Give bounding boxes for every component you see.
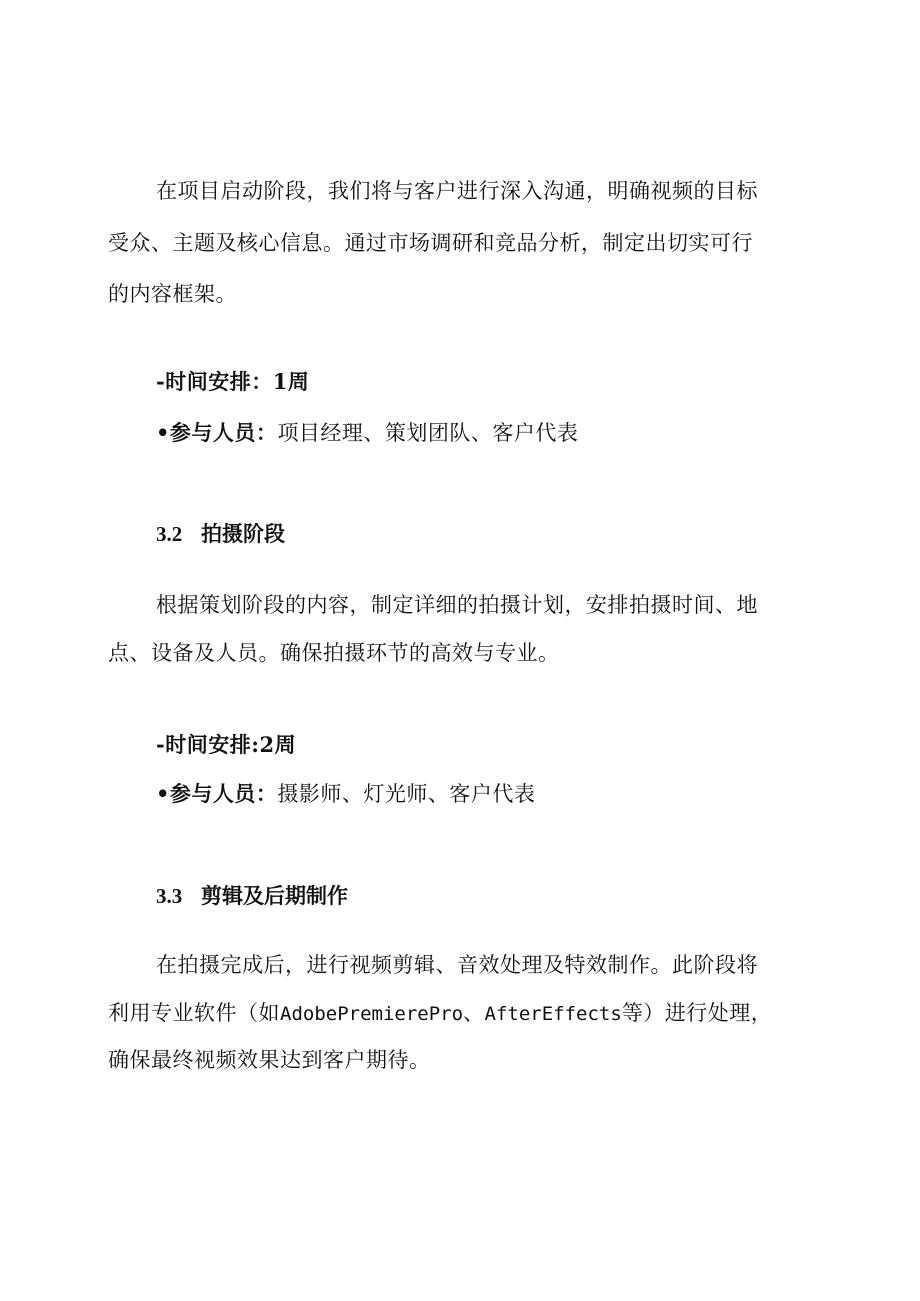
line-text: 等）进行处理， [621,1001,773,1025]
people-line [156,418,578,448]
paragraph-line: 在项目启动阶段，我们将与客户进行深入沟通，明确视频的目标 [156,179,758,203]
software-name: AfterEffects [484,1003,622,1025]
section-number: 3.2 [156,522,183,546]
people-value: 项目经理、策划团队、客户代表 [277,421,579,445]
paragraph-line: 在拍摄完成后，进行视频剪辑、音效处理及特效制作。此阶段将 [156,953,758,977]
schedule-line [156,367,309,397]
people-label: •参与人员： [156,420,278,445]
paragraph-line: 点、设备及人员。确保拍摄环节的高效与专业。 [108,641,560,665]
section-number: 3.3 [156,884,183,908]
schedule-value: 1周 [272,369,310,394]
section-heading [156,519,285,549]
paragraph-line: 确保最终视频效果达到客户期待。 [108,1048,431,1072]
line-text: 利用专业软件（如 [108,1001,280,1025]
software-name: AdobePremierePro [280,1003,464,1025]
paragraph-line [108,998,772,1029]
section-title: 拍摄阶段 [201,521,285,546]
section-title: 剪辑及后期制作 [201,883,348,908]
paragraph-line: 根据策划阶段的内容，制定详细的拍摄计划，安排拍摄时间、地 [156,593,758,617]
schedule-label: -时间安排： [156,369,273,394]
people-value: 摄影师、灯光师、客户代表 [277,782,536,806]
people-label: •参与人员： [156,781,278,806]
section-heading [156,881,348,911]
people-line [156,779,535,809]
schedule-line: -时间安排:2周 [156,732,297,757]
paragraph-line: 受众、主题及核心信息。通过市场调研和竞品分析，制定出切实可行 [108,231,753,255]
paragraph-line: 的内容框架。 [108,282,237,306]
line-text: 、 [463,1001,485,1025]
